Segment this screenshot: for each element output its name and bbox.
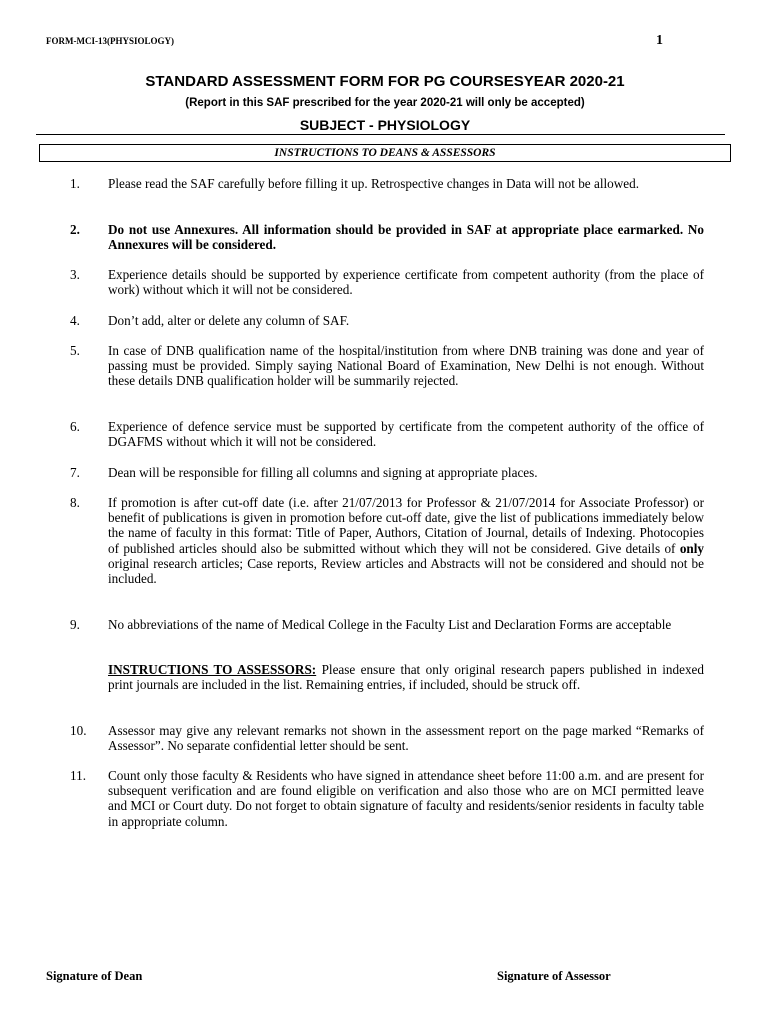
item-text: Do not use Annexures. All information should be provided in SAF at appropriate place earmarked. No Annexures will be considered. (108, 222, 704, 253)
page-number: 1 (656, 33, 663, 48)
page-title: STANDARD ASSESSMENT FORM FOR PG COURSESYEAR 2020-21 (145, 73, 625, 90)
divider (36, 134, 725, 135)
subject-heading: SUBJECT - PHYSIOLOGY (299, 117, 471, 133)
instruction-item-6 (70, 419, 704, 449)
item-number: 1. (70, 176, 80, 191)
item-text: No abbreviations of the name of Medical College in the Faculty List and Declaration Forms are acceptable (108, 617, 672, 632)
instruction-item-8 (70, 495, 704, 586)
item-number: 8. (70, 495, 80, 510)
signature-dean: Signature of Dean (46, 969, 143, 983)
item-text: In case of DNB qualification name of the hospital/institution from where DNB training was done and year of passing must be provided. Simply saying National Board of Examination, New Delhi is not enough. Without these details DNB qualification holder will be summarily rejected. (108, 343, 704, 389)
item-text: INSTRUCTIONS TO ASSESSORS: Please ensure that only original research papers published in indexed print journals are included in the list. Remaining entries, if included, should be struck off. (108, 662, 704, 693)
item-number: 7. (70, 465, 80, 480)
instruction-item-1 (70, 176, 704, 191)
instruction-item-2 (70, 222, 704, 252)
item-text: Experience details should be supported by experience certificate from competent authority (from the place of work) without which it will not be considered. (108, 267, 704, 298)
item-number: 10. (70, 723, 87, 738)
item-number: 4. (70, 313, 80, 328)
item-text: Count only those faculty & Residents who have signed in attendance sheet before 11:00 a.m. and are present for subsequent verification and are found eligible on verification and also those who are on MCI permitted leave and MCI or Court duty. Do not forget to obtain signature of faculty and residents/senior residents in faculty table in appropriate column. (108, 768, 704, 829)
form-code: FORM-MCI-13(PHYSIOLOGY) (46, 36, 174, 46)
page-subtitle: (Report in this SAF prescribed for the year 2020-21 will only be accepted) (185, 97, 585, 109)
instructions-heading: INSTRUCTIONS TO DEANS & ASSESSORS (39, 144, 731, 162)
instruction-item-10 (70, 723, 704, 753)
instruction-item-11 (70, 768, 704, 829)
signature-assessor: Signature of Assessor (497, 969, 611, 983)
assessor-heading: INSTRUCTIONS TO ASSESSORS: (108, 662, 317, 677)
item-number: 2. (70, 222, 80, 237)
item-text: Please read the SAF carefully before filling it up. Retrospective changes in Data will not be allowed. (108, 176, 640, 191)
item-number: 3. (70, 267, 80, 282)
instruction-item-3 (70, 267, 704, 297)
item-text: Don’t add, alter or delete any column of SAF. (108, 313, 350, 328)
item-number: 11. (70, 768, 86, 783)
item-number: 6. (70, 419, 80, 434)
instruction-item-4 (70, 313, 704, 328)
item-text: Experience of defence service must be supported by certificate from the competent authority of the office of DGAFMS without which it will not be considered. (108, 419, 704, 450)
item-number: 9. (70, 617, 80, 632)
assessor-instructions (70, 662, 704, 692)
instruction-item-7 (70, 465, 704, 480)
emphasis-only: only (679, 540, 704, 556)
item-text: If promotion is after cut-off date (i.e. after 21/07/2013 for Professor & 21/07/2014 for Associate Professor) or benefit of publications is given in promotion before cut-off date, give the list of publications immediately below the name of faculty in this format: Title of Paper, Authors, Citation of Journal, details of Indexing. Photocopies of published articles should also be submitted without which they will not be considered. Give details of only original research articles; Case reports, Review articles and Abstracts will not be considered and should not be included. (108, 495, 704, 587)
instruction-item-5 (70, 343, 704, 389)
item-text: Dean will be responsible for filling all columns and signing at appropriate places. (108, 465, 538, 480)
item-text: Assessor may give any relevant remarks not shown in the assessment report on the page marked “Remarks of Assessor”. No separate confidential letter should be sent. (108, 723, 704, 754)
item-number: 5. (70, 343, 80, 358)
instruction-item-9 (70, 617, 704, 632)
